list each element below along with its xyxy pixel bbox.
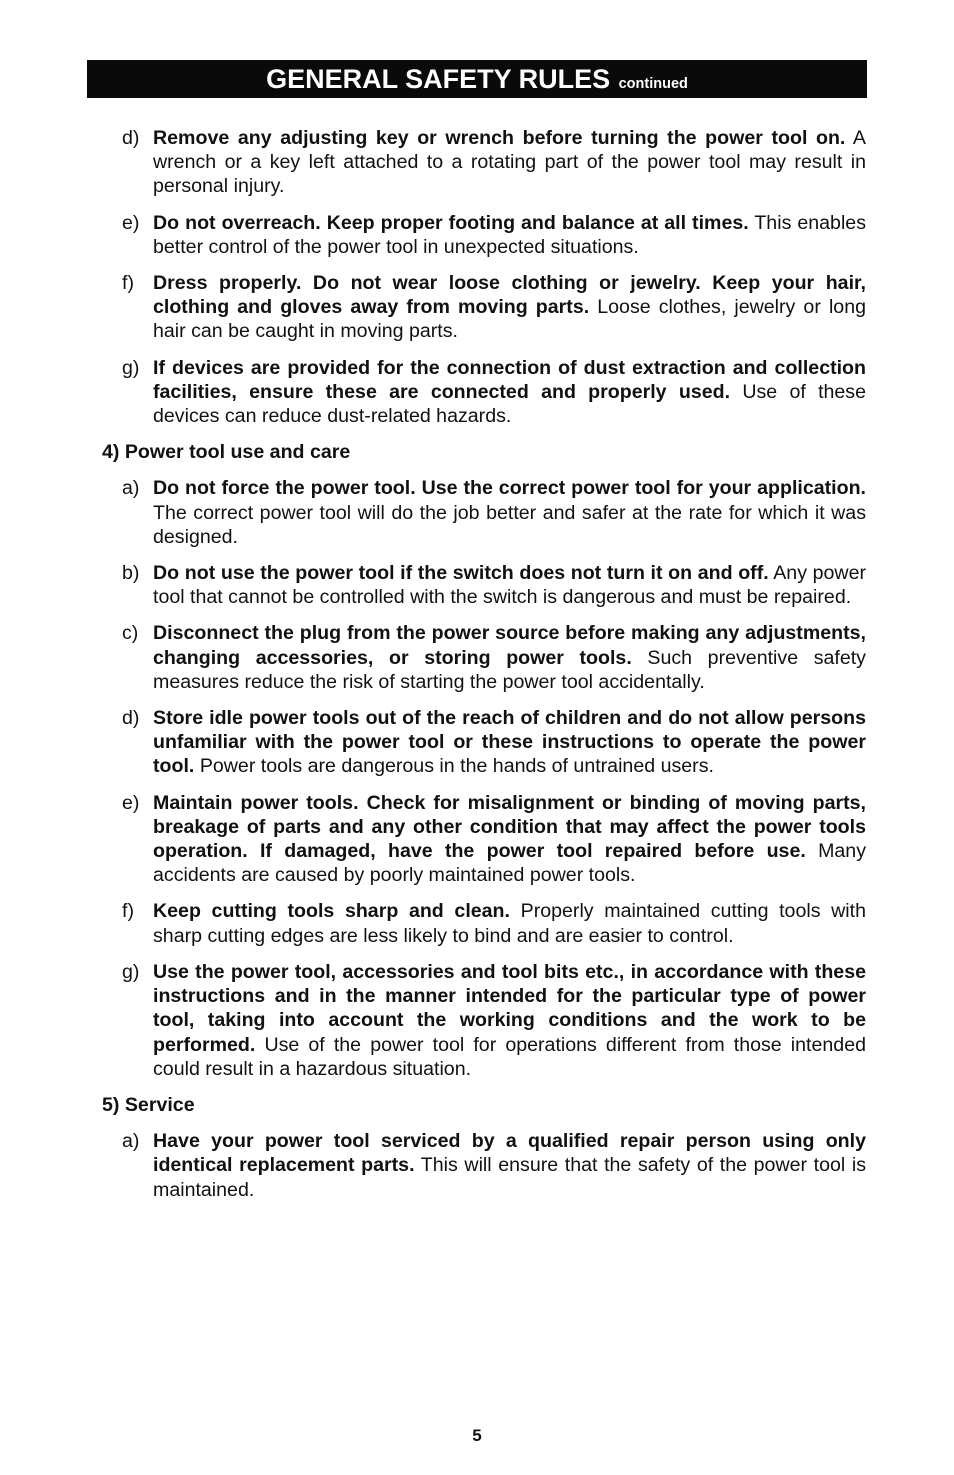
rule-bold-text: Use the power tool, accessories and tool bits etc., in accordance with these instructions and in the manner intended for the particular type of power tool, taking into account the working conditions and the work to be performed. [153, 960, 866, 1056]
rule-text: Loose clothes, jewelry or long hair can be caught in moving parts. [153, 296, 866, 343]
rule-text: This enables better control of the power tool in unexpected situations. [153, 211, 866, 258]
rule-bold-text: Remove any adjusting key or wrench before turning the power tool on. [153, 127, 846, 149]
rule-letter: f) [122, 272, 134, 295]
rule-bold-text: Store idle power tools out of the reach of children and do not allow persons unfamiliar with the power tool or these instructions to operate the power tool. [153, 707, 866, 778]
rule-item [100, 1129, 866, 1202]
rule-text: Use of these devices can reduce dust-related hazards. [153, 380, 866, 428]
rule-text: Any power tool that cannot be controlled with the switch is dangerous and must be repaired. [153, 562, 866, 609]
rule-item [100, 791, 866, 888]
rule-letter: b) [122, 562, 140, 585]
page-number: 5 [472, 1426, 482, 1445]
rule-bold-text: Do not overreach. Keep proper footing and balance at all times. [153, 211, 749, 234]
rule-text: Properly maintained cutting tools with sharp cutting edges are less likely to bind and are easier to control. [153, 900, 866, 947]
rule-item [100, 706, 866, 779]
rule-letter: d) [122, 127, 140, 149]
rule-text: A wrench or a key left attached to a rotating part of the power tool may result in personal injury. [153, 127, 866, 198]
rule-bold-text: Dress properly. Do not wear loose clothing or jewelry. Keep your hair, clothing and gloves away from moving parts. [153, 272, 866, 319]
rule-item [100, 899, 866, 947]
rule-item [100, 211, 866, 259]
rule-bold-text: Have your power tool serviced by a qualified repair person using only identical replacement parts. [153, 1130, 866, 1177]
rule-text: This will ensure that the safety of the power tool is maintained. [153, 1154, 866, 1201]
rule-letter: g) [122, 960, 140, 983]
rule-letter: g) [122, 356, 140, 379]
rule-text: The correct power tool will do the job better and safer at the rate for which it was designed. [153, 501, 866, 548]
page-title: GENERAL SAFETY RULES [266, 64, 611, 94]
rule-item [100, 126, 866, 199]
title-suffix: continued [618, 76, 688, 92]
section-heading-service: 5) Service [102, 1093, 195, 1116]
rule-text: Such preventive safety measures reduce the risk of starting the power tool accidentally. [153, 646, 866, 693]
rule-item [100, 356, 866, 429]
rule-bold-text: Disconnect the plug from the power source before making any adjustments, changing accessories, or storing power tools. [153, 622, 866, 669]
rule-text: Many accidents are caused by poorly maintained power tools. [153, 840, 866, 887]
rule-item [100, 561, 866, 609]
safety-rules-content [100, 126, 866, 1214]
rule-letter: a) [122, 1130, 140, 1153]
rule-letter: c) [122, 622, 139, 645]
section-header-bar [87, 60, 867, 98]
rule-bold-text: Maintain power tools. Check for misalignment or binding of moving parts, breakage of parts and any other condition that may affect the power tools operation. If damaged, have the power tool repaired before use. [153, 791, 866, 863]
rule-bold-text: Do not use the power tool if the switch does not turn it on and off. [153, 562, 769, 585]
rule-item [100, 271, 866, 344]
rule-bold-text: Keep cutting tools sharp and clean. [153, 900, 510, 923]
rule-text: Use of the power tool for operations different from those intended could result in a hazardous situation. [153, 1033, 866, 1080]
rule-bold-text: If devices are provided for the connection of dust extraction and collection facilities, ensure these are connected and properly used. [153, 356, 866, 403]
section-heading-power-tool-use: 4) Power tool use and care [102, 441, 351, 464]
rule-letter: f) [122, 900, 134, 923]
rule-item [100, 621, 866, 694]
rule-letter: a) [122, 477, 140, 500]
rule-item [100, 960, 866, 1081]
rule-bold-text: Do not force the power tool. Use the correct power tool for your application. [153, 477, 866, 500]
rule-text: Power tools are dangerous in the hands of untrained users. [199, 755, 714, 778]
rule-letter: e) [122, 211, 140, 234]
rule-item [100, 476, 866, 549]
rule-letter: d) [122, 707, 140, 730]
rule-letter: e) [122, 791, 140, 814]
